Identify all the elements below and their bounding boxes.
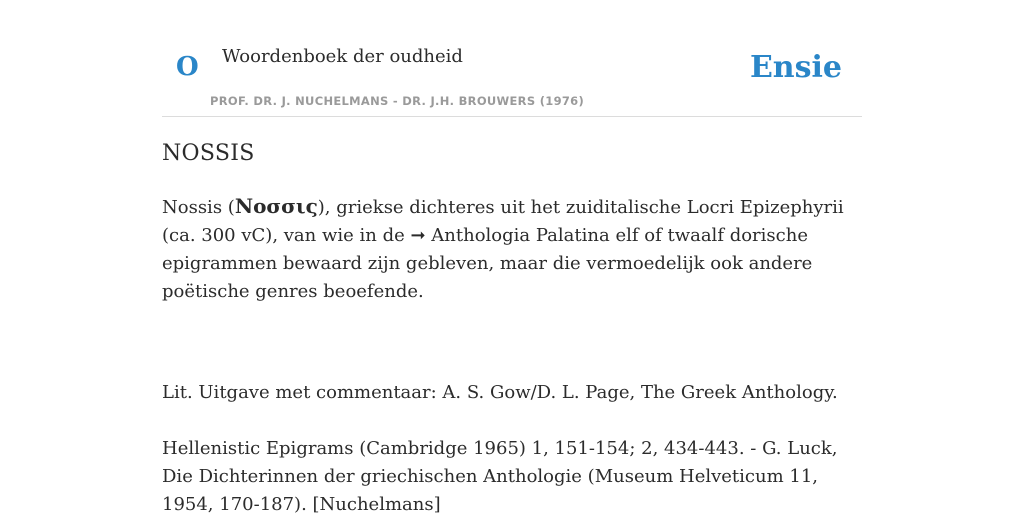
dictionary-header — [162, 0, 862, 117]
entry-paragraph-1 — [162, 192, 862, 306]
entry-headword: NOSSIS — [162, 141, 255, 166]
entry-text: ), griekse dichteres uit het zuiditalische Locri Epizephyrii (ca. 300 vC), van wie in de — [162, 197, 844, 246]
cross-reference-link[interactable] — [410, 225, 609, 246]
dictionary-title-link[interactable]: Woordenboek der oudheid — [222, 46, 463, 67]
letter-index-link[interactable]: O — [176, 52, 199, 82]
greek-name: Νοσσις — [234, 194, 318, 218]
ensie-logo-link[interactable]: Ensie — [749, 50, 842, 85]
arrow-right-icon: ➞ — [410, 225, 426, 246]
literature-references: Hellenistic Epigrams (Cambridge 1965) 1, 151-154; 2, 434-443. - G. Luck, Die Dichterinnen der griechischen Anthologie (Museum Helveticum 11, 1954, 170-187). [Nuchelmans] — [162, 438, 838, 515]
dictionary-authors: PROF. DR. J. NUCHELMANS - DR. J.H. BROUWERS (1976) — [210, 94, 585, 108]
entry-text: Nossis ( — [162, 197, 235, 218]
literature-line: Lit. Uitgave met commentaar: A. S. Gow/D. L. Page, The Greek Anthology. — [162, 382, 838, 403]
article-page — [162, 0, 862, 515]
entry-text: elf of twaalf dorische epigrammen bewaard zijn gebleven, maar die vermoedelijk ook andere poëtische genres beoefende. — [162, 225, 813, 302]
cross-reference-label: Anthologia Palatina — [425, 225, 610, 246]
